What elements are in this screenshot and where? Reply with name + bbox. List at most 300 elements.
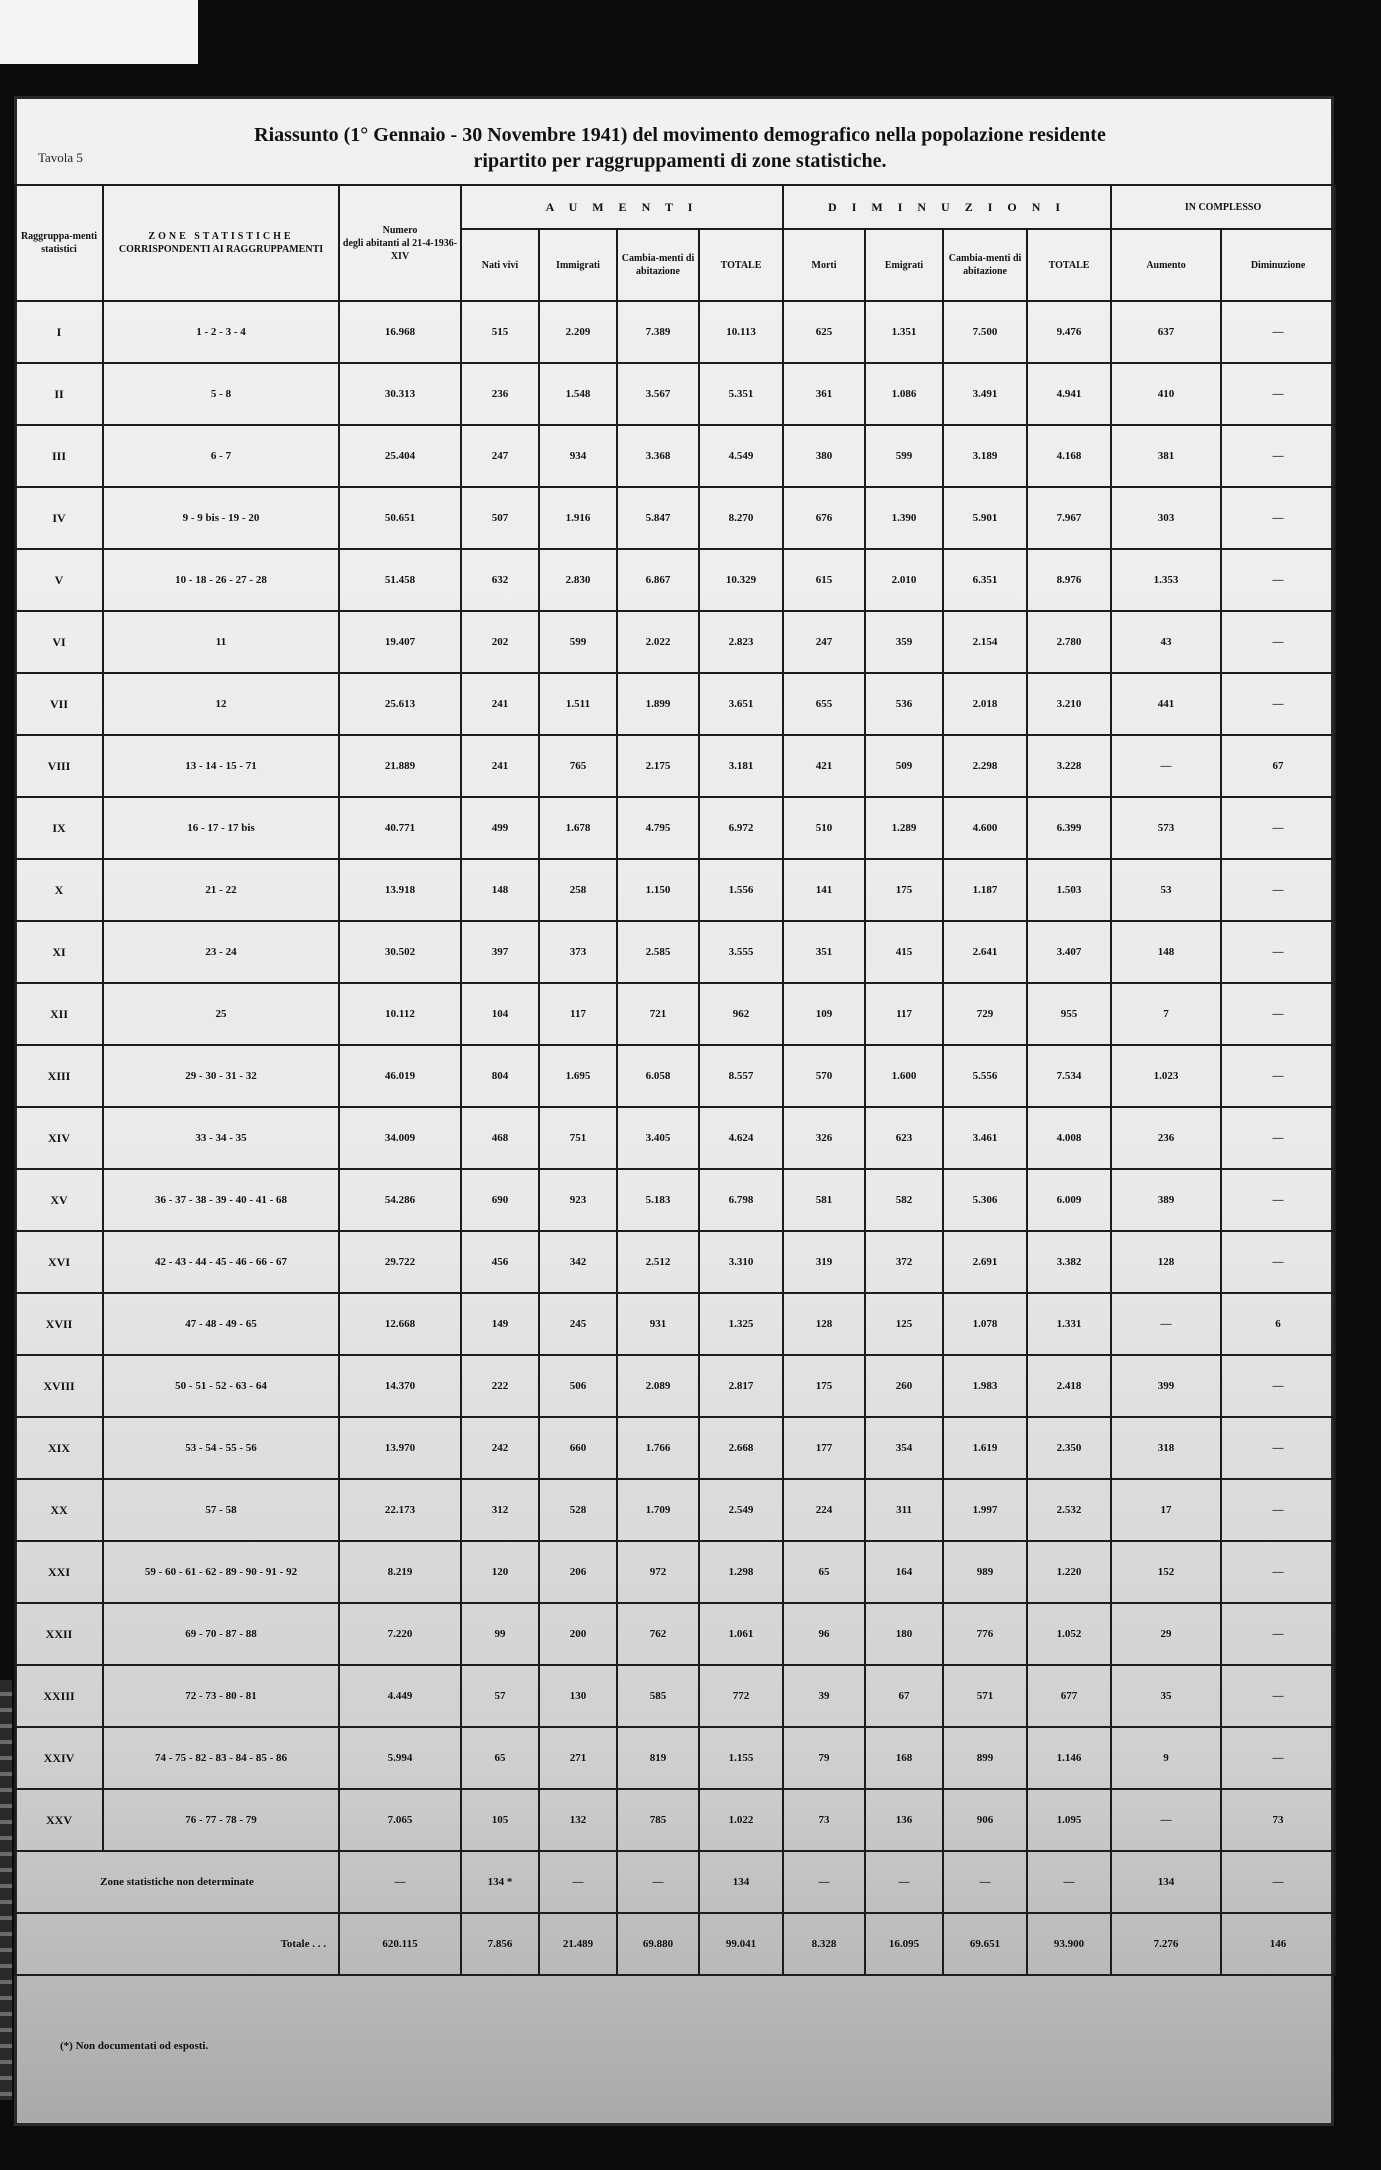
cell-numero-abitanti: 25.404 xyxy=(339,425,461,487)
header-cambiamenti-diminuzioni: Cambia-menti di abitazione xyxy=(943,229,1027,301)
cell-cambiamenti-diminuzioni: 571 xyxy=(943,1665,1027,1727)
cell-totale-aumenti: 1.061 xyxy=(699,1603,783,1665)
cell-morti: 380 xyxy=(783,425,865,487)
cell-zone: 1 - 2 - 3 - 4 xyxy=(103,301,339,363)
cell-totale-aumenti: 8.557 xyxy=(699,1045,783,1107)
cell-zone: 25 xyxy=(103,983,339,1045)
cell-aumento: 637 xyxy=(1111,301,1221,363)
binding-edge xyxy=(0,1680,12,2100)
cell-totale-aumenti: 2.817 xyxy=(699,1355,783,1417)
cell-cambiamenti-diminuzioni: 2.154 xyxy=(943,611,1027,673)
cell-totale-diminuzioni: 955 xyxy=(1027,983,1111,1045)
cell-totale-aumenti: 3.651 xyxy=(699,673,783,735)
cell-cambiamenti-diminuzioni: 2.691 xyxy=(943,1231,1027,1293)
table-row xyxy=(15,859,1335,921)
cell-totale-aumenti: 962 xyxy=(699,983,783,1045)
cell-emigrati: 599 xyxy=(865,425,943,487)
cell-emigrati: 164 xyxy=(865,1541,943,1603)
header-totale-aumenti: TOTALE xyxy=(699,229,783,301)
cell-diminuzione: — xyxy=(1221,1603,1335,1665)
header-complesso: IN COMPLESSO xyxy=(1111,185,1335,229)
cell-totale-diminuzioni: 1.146 xyxy=(1027,1727,1111,1789)
cell-immigrati: 599 xyxy=(539,611,617,673)
cell-aumento: 389 xyxy=(1111,1169,1221,1231)
cell-totale-diminuzioni: 2.780 xyxy=(1027,611,1111,673)
table-row xyxy=(15,1665,1335,1727)
cell-totale-aumenti: 2.668 xyxy=(699,1417,783,1479)
cell-numero-abitanti: 40.771 xyxy=(339,797,461,859)
cell-numero-abitanti: 21.889 xyxy=(339,735,461,797)
cell-raggruppamento: XIII xyxy=(15,1045,103,1107)
cell-diminuzione: — xyxy=(1221,797,1335,859)
cell-cambiamenti-diminuzioni: 6.351 xyxy=(943,549,1027,611)
cell-immigrati: 258 xyxy=(539,859,617,921)
cell-zone: 74 - 75 - 82 - 83 - 84 - 85 - 86 xyxy=(103,1727,339,1789)
cell-totale-aumenti: 2.823 xyxy=(699,611,783,673)
cell-aumento: 381 xyxy=(1111,425,1221,487)
cell-aumento: — xyxy=(1111,735,1221,797)
cell-aumento: 7 xyxy=(1111,983,1221,1045)
special-cambiamenti-diminuzioni: — xyxy=(943,1851,1027,1913)
cell-raggruppamento: XXI xyxy=(15,1541,103,1603)
cell-nati-vivi: 241 xyxy=(461,735,539,797)
cell-zone: 23 - 24 xyxy=(103,921,339,983)
cell-diminuzione: 6 xyxy=(1221,1293,1335,1355)
cell-numero-abitanti: 50.651 xyxy=(339,487,461,549)
cell-immigrati: 1.678 xyxy=(539,797,617,859)
cell-diminuzione: — xyxy=(1221,425,1335,487)
cell-morti: 175 xyxy=(783,1355,865,1417)
cell-cambiamenti-diminuzioni: 3.461 xyxy=(943,1107,1027,1169)
cell-raggruppamento: XIV xyxy=(15,1107,103,1169)
totals-nati-vivi: 7.856 xyxy=(461,1913,539,1975)
special-numero: — xyxy=(339,1851,461,1913)
cell-totale-diminuzioni: 6.009 xyxy=(1027,1169,1111,1231)
table-row xyxy=(15,1107,1335,1169)
cell-aumento: 1.353 xyxy=(1111,549,1221,611)
cell-cambiamenti-diminuzioni: 7.500 xyxy=(943,301,1027,363)
table-row xyxy=(15,425,1335,487)
cell-nati-vivi: 149 xyxy=(461,1293,539,1355)
cell-cambiamenti-diminuzioni: 2.018 xyxy=(943,673,1027,735)
cell-aumento: 53 xyxy=(1111,859,1221,921)
cell-diminuzione: — xyxy=(1221,673,1335,735)
cell-zone: 11 xyxy=(103,611,339,673)
cell-raggruppamento: III xyxy=(15,425,103,487)
cell-morti: 128 xyxy=(783,1293,865,1355)
cell-nati-vivi: 65 xyxy=(461,1727,539,1789)
cell-zone: 10 - 18 - 26 - 27 - 28 xyxy=(103,549,339,611)
header-numero-title: Numero xyxy=(382,224,418,236)
cell-cambiamenti-aumenti: 4.795 xyxy=(617,797,699,859)
cell-cambiamenti-diminuzioni: 5.901 xyxy=(943,487,1027,549)
cell-totale-diminuzioni: 1.331 xyxy=(1027,1293,1111,1355)
cell-emigrati: 536 xyxy=(865,673,943,735)
cell-totale-aumenti: 8.270 xyxy=(699,487,783,549)
cell-totale-diminuzioni: 3.382 xyxy=(1027,1231,1111,1293)
cell-aumento: 17 xyxy=(1111,1479,1221,1541)
special-totale-diminuzioni: — xyxy=(1027,1851,1111,1913)
cell-nati-vivi: 242 xyxy=(461,1417,539,1479)
cell-cambiamenti-aumenti: 931 xyxy=(617,1293,699,1355)
cell-totale-diminuzioni: 677 xyxy=(1027,1665,1111,1727)
cell-raggruppamento: IX xyxy=(15,797,103,859)
table-row xyxy=(15,797,1335,859)
table-row xyxy=(15,1417,1335,1479)
cell-diminuzione: — xyxy=(1221,921,1335,983)
cell-zone: 13 - 14 - 15 - 71 xyxy=(103,735,339,797)
cell-raggruppamento: IV xyxy=(15,487,103,549)
cell-aumento: 148 xyxy=(1111,921,1221,983)
cell-emigrati: 415 xyxy=(865,921,943,983)
cell-numero-abitanti: 30.502 xyxy=(339,921,461,983)
cell-raggruppamento: XI xyxy=(15,921,103,983)
table-row xyxy=(15,983,1335,1045)
header-diminuzioni: D I M I N U Z I O N I xyxy=(783,185,1111,229)
table-row xyxy=(15,1789,1335,1851)
special-totale-aumenti: 134 xyxy=(699,1851,783,1913)
cell-raggruppamento: XVIII xyxy=(15,1355,103,1417)
cell-totale-aumenti: 2.549 xyxy=(699,1479,783,1541)
cell-immigrati: 660 xyxy=(539,1417,617,1479)
totals-totale-diminuzioni: 93.900 xyxy=(1027,1913,1111,1975)
cell-morti: 177 xyxy=(783,1417,865,1479)
totals-row xyxy=(15,1913,1335,1975)
cell-totale-aumenti: 1.155 xyxy=(699,1727,783,1789)
document-title xyxy=(180,122,1180,174)
cell-cambiamenti-aumenti: 6.058 xyxy=(617,1045,699,1107)
cell-immigrati: 765 xyxy=(539,735,617,797)
cell-totale-diminuzioni: 4.941 xyxy=(1027,363,1111,425)
cell-cambiamenti-diminuzioni: 3.189 xyxy=(943,425,1027,487)
cell-emigrati: 1.600 xyxy=(865,1045,943,1107)
table-row xyxy=(15,611,1335,673)
cell-cambiamenti-diminuzioni: 1.983 xyxy=(943,1355,1027,1417)
special-cambiamenti-aumenti: — xyxy=(617,1851,699,1913)
cell-zone: 50 - 51 - 52 - 63 - 64 xyxy=(103,1355,339,1417)
cell-immigrati: 245 xyxy=(539,1293,617,1355)
cell-emigrati: 117 xyxy=(865,983,943,1045)
cell-morti: 96 xyxy=(783,1603,865,1665)
table-body xyxy=(15,301,1335,1851)
cell-cambiamenti-aumenti: 721 xyxy=(617,983,699,1045)
table-row xyxy=(15,1045,1335,1107)
cell-totale-diminuzioni: 3.228 xyxy=(1027,735,1111,797)
cell-diminuzione: — xyxy=(1221,611,1335,673)
cell-cambiamenti-diminuzioni: 776 xyxy=(943,1603,1027,1665)
cell-totale-aumenti: 1.556 xyxy=(699,859,783,921)
cell-zone: 33 - 34 - 35 xyxy=(103,1107,339,1169)
cell-cambiamenti-aumenti: 6.867 xyxy=(617,549,699,611)
cell-emigrati: 311 xyxy=(865,1479,943,1541)
cell-nati-vivi: 57 xyxy=(461,1665,539,1727)
totals-label: Totale . . . xyxy=(15,1913,339,1975)
cell-nati-vivi: 690 xyxy=(461,1169,539,1231)
cell-immigrati: 2.830 xyxy=(539,549,617,611)
special-immigrati: — xyxy=(539,1851,617,1913)
cell-cambiamenti-diminuzioni: 2.641 xyxy=(943,921,1027,983)
cell-zone: 9 - 9 bis - 19 - 20 xyxy=(103,487,339,549)
special-nati-vivi: 134 * xyxy=(461,1851,539,1913)
cell-cambiamenti-diminuzioni: 899 xyxy=(943,1727,1027,1789)
cell-zone: 47 - 48 - 49 - 65 xyxy=(103,1293,339,1355)
cell-raggruppamento: VII xyxy=(15,673,103,735)
totals-aumento: 7.276 xyxy=(1111,1913,1221,1975)
header-raggruppamenti: Raggruppa-menti statistici xyxy=(15,185,103,301)
cell-raggruppamento: VI xyxy=(15,611,103,673)
cell-raggruppamento: I xyxy=(15,301,103,363)
cell-aumento: 35 xyxy=(1111,1665,1221,1727)
cell-totale-diminuzioni: 4.168 xyxy=(1027,425,1111,487)
totals-numero: 620.115 xyxy=(339,1913,461,1975)
cell-totale-diminuzioni: 6.399 xyxy=(1027,797,1111,859)
cell-cambiamenti-aumenti: 3.567 xyxy=(617,363,699,425)
cell-morti: 319 xyxy=(783,1231,865,1293)
header-zone-sub: CORRISPONDENTI AI RAGGRUPPAMENTI xyxy=(118,244,324,255)
cell-totale-aumenti: 5.351 xyxy=(699,363,783,425)
cell-numero-abitanti: 54.286 xyxy=(339,1169,461,1231)
table-row xyxy=(15,301,1335,363)
header-zone-title: ZONE STATISTICHE xyxy=(148,231,294,242)
table-row xyxy=(15,1231,1335,1293)
cell-totale-diminuzioni: 8.976 xyxy=(1027,549,1111,611)
header-cambiamenti-aumenti: Cambia-menti di abitazione xyxy=(617,229,699,301)
cell-immigrati: 200 xyxy=(539,1603,617,1665)
cell-immigrati: 271 xyxy=(539,1727,617,1789)
cell-diminuzione: 73 xyxy=(1221,1789,1335,1851)
cell-totale-aumenti: 10.113 xyxy=(699,301,783,363)
cell-nati-vivi: 397 xyxy=(461,921,539,983)
cell-cambiamenti-diminuzioni: 906 xyxy=(943,1789,1027,1851)
cell-numero-abitanti: 7.065 xyxy=(339,1789,461,1851)
cell-nati-vivi: 632 xyxy=(461,549,539,611)
special-aumento: 134 xyxy=(1111,1851,1221,1913)
cell-numero-abitanti: 34.009 xyxy=(339,1107,461,1169)
cell-zone: 12 xyxy=(103,673,339,735)
cell-immigrati: 506 xyxy=(539,1355,617,1417)
cell-nati-vivi: 312 xyxy=(461,1479,539,1541)
cell-nati-vivi: 515 xyxy=(461,301,539,363)
cell-diminuzione: — xyxy=(1221,1107,1335,1169)
cell-emigrati: 509 xyxy=(865,735,943,797)
cell-cambiamenti-diminuzioni: 3.491 xyxy=(943,363,1027,425)
cell-immigrati: 130 xyxy=(539,1665,617,1727)
cell-zone: 57 - 58 xyxy=(103,1479,339,1541)
cell-cambiamenti-diminuzioni: 5.556 xyxy=(943,1045,1027,1107)
cell-zone: 76 - 77 - 78 - 79 xyxy=(103,1789,339,1851)
cell-cambiamenti-aumenti: 2.175 xyxy=(617,735,699,797)
cell-emigrati: 260 xyxy=(865,1355,943,1417)
cell-cambiamenti-diminuzioni: 4.600 xyxy=(943,797,1027,859)
cell-totale-aumenti: 4.549 xyxy=(699,425,783,487)
cell-nati-vivi: 456 xyxy=(461,1231,539,1293)
cell-diminuzione: — xyxy=(1221,301,1335,363)
cell-morti: 224 xyxy=(783,1479,865,1541)
cell-cambiamenti-aumenti: 1.899 xyxy=(617,673,699,735)
special-emigrati: — xyxy=(865,1851,943,1913)
cell-cambiamenti-aumenti: 5.847 xyxy=(617,487,699,549)
cell-totale-diminuzioni: 7.967 xyxy=(1027,487,1111,549)
cell-numero-abitanti: 25.613 xyxy=(339,673,461,735)
cell-numero-abitanti: 51.458 xyxy=(339,549,461,611)
cell-numero-abitanti: 5.994 xyxy=(339,1727,461,1789)
cell-totale-diminuzioni: 3.210 xyxy=(1027,673,1111,735)
cell-diminuzione: — xyxy=(1221,1541,1335,1603)
cell-cambiamenti-diminuzioni: 1.187 xyxy=(943,859,1027,921)
header-aumento: Aumento xyxy=(1111,229,1221,301)
cell-cambiamenti-aumenti: 785 xyxy=(617,1789,699,1851)
header-diminuzione: Diminuzione xyxy=(1221,229,1335,301)
cell-numero-abitanti: 4.449 xyxy=(339,1665,461,1727)
cell-aumento: 573 xyxy=(1111,797,1221,859)
cell-morti: 581 xyxy=(783,1169,865,1231)
cell-totale-diminuzioni: 1.052 xyxy=(1027,1603,1111,1665)
table-row xyxy=(15,1169,1335,1231)
cell-cambiamenti-aumenti: 7.389 xyxy=(617,301,699,363)
cell-zone: 72 - 73 - 80 - 81 xyxy=(103,1665,339,1727)
cell-emigrati: 180 xyxy=(865,1603,943,1665)
cell-cambiamenti-aumenti: 2.512 xyxy=(617,1231,699,1293)
cell-nati-vivi: 236 xyxy=(461,363,539,425)
cell-aumento: 236 xyxy=(1111,1107,1221,1169)
cell-zone: 36 - 37 - 38 - 39 - 40 - 41 - 68 xyxy=(103,1169,339,1231)
cell-zone: 16 - 17 - 17 bis xyxy=(103,797,339,859)
table-row xyxy=(15,921,1335,983)
cell-totale-aumenti: 4.624 xyxy=(699,1107,783,1169)
cell-raggruppamento: XII xyxy=(15,983,103,1045)
cell-cambiamenti-aumenti: 3.405 xyxy=(617,1107,699,1169)
header-immigrati: Immigrati xyxy=(539,229,617,301)
corner-label-patch xyxy=(0,0,198,64)
cell-nati-vivi: 241 xyxy=(461,673,539,735)
cell-diminuzione: — xyxy=(1221,1045,1335,1107)
cell-zone: 59 - 60 - 61 - 62 - 89 - 90 - 91 - 92 xyxy=(103,1541,339,1603)
cell-immigrati: 751 xyxy=(539,1107,617,1169)
cell-nati-vivi: 202 xyxy=(461,611,539,673)
cell-zone: 29 - 30 - 31 - 32 xyxy=(103,1045,339,1107)
cell-immigrati: 132 xyxy=(539,1789,617,1851)
cell-emigrati: 67 xyxy=(865,1665,943,1727)
cell-immigrati: 1.511 xyxy=(539,673,617,735)
cell-nati-vivi: 148 xyxy=(461,859,539,921)
cell-diminuzione: 67 xyxy=(1221,735,1335,797)
cell-diminuzione: — xyxy=(1221,363,1335,425)
cell-raggruppamento: XXV xyxy=(15,1789,103,1851)
table-row xyxy=(15,1603,1335,1665)
cell-cambiamenti-aumenti: 5.183 xyxy=(617,1169,699,1231)
cell-raggruppamento: XIX xyxy=(15,1417,103,1479)
cell-totale-aumenti: 772 xyxy=(699,1665,783,1727)
cell-numero-abitanti: 29.722 xyxy=(339,1231,461,1293)
cell-emigrati: 1.289 xyxy=(865,797,943,859)
cell-aumento: 318 xyxy=(1111,1417,1221,1479)
cell-cambiamenti-diminuzioni: 1.997 xyxy=(943,1479,1027,1541)
cell-aumento: 43 xyxy=(1111,611,1221,673)
cell-cambiamenti-aumenti: 1.766 xyxy=(617,1417,699,1479)
cell-immigrati: 1.548 xyxy=(539,363,617,425)
totals-cambiamenti-aumenti: 69.880 xyxy=(617,1913,699,1975)
data-table xyxy=(14,184,1336,1976)
cell-totale-diminuzioni: 7.534 xyxy=(1027,1045,1111,1107)
cell-morti: 615 xyxy=(783,549,865,611)
cell-immigrati: 342 xyxy=(539,1231,617,1293)
cell-emigrati: 136 xyxy=(865,1789,943,1851)
cell-totale-diminuzioni: 9.476 xyxy=(1027,301,1111,363)
cell-emigrati: 1.086 xyxy=(865,363,943,425)
cell-totale-aumenti: 3.181 xyxy=(699,735,783,797)
cell-emigrati: 168 xyxy=(865,1727,943,1789)
cell-aumento: 128 xyxy=(1111,1231,1221,1293)
cell-diminuzione: — xyxy=(1221,1231,1335,1293)
special-diminuzione: — xyxy=(1221,1851,1335,1913)
cell-cambiamenti-diminuzioni: 2.298 xyxy=(943,735,1027,797)
cell-zone: 21 - 22 xyxy=(103,859,339,921)
cell-morti: 655 xyxy=(783,673,865,735)
header-numero-sub: degli abitanti al 21-4-1936-XIV xyxy=(342,237,458,262)
cell-nati-vivi: 468 xyxy=(461,1107,539,1169)
cell-totale-aumenti: 1.022 xyxy=(699,1789,783,1851)
header-morti: Morti xyxy=(783,229,865,301)
cell-immigrati: 1.916 xyxy=(539,487,617,549)
cell-numero-abitanti: 12.668 xyxy=(339,1293,461,1355)
cell-raggruppamento: XXIV xyxy=(15,1727,103,1789)
cell-aumento: 152 xyxy=(1111,1541,1221,1603)
cell-cambiamenti-aumenti: 2.585 xyxy=(617,921,699,983)
cell-zone: 53 - 54 - 55 - 56 xyxy=(103,1417,339,1479)
cell-numero-abitanti: 22.173 xyxy=(339,1479,461,1541)
cell-nati-vivi: 222 xyxy=(461,1355,539,1417)
header-emigrati: Emigrati xyxy=(865,229,943,301)
cell-cambiamenti-diminuzioni: 989 xyxy=(943,1541,1027,1603)
cell-totale-diminuzioni: 1.503 xyxy=(1027,859,1111,921)
cell-cambiamenti-aumenti: 819 xyxy=(617,1727,699,1789)
cell-aumento: 441 xyxy=(1111,673,1221,735)
cell-raggruppamento: XVII xyxy=(15,1293,103,1355)
cell-numero-abitanti: 30.313 xyxy=(339,363,461,425)
cell-morti: 510 xyxy=(783,797,865,859)
cell-aumento: 29 xyxy=(1111,1603,1221,1665)
cell-raggruppamento: XX xyxy=(15,1479,103,1541)
cell-immigrati: 934 xyxy=(539,425,617,487)
cell-morti: 570 xyxy=(783,1045,865,1107)
cell-immigrati: 117 xyxy=(539,983,617,1045)
cell-totale-aumenti: 6.798 xyxy=(699,1169,783,1231)
header-zone xyxy=(103,185,339,301)
cell-morti: 421 xyxy=(783,735,865,797)
cell-cambiamenti-diminuzioni: 729 xyxy=(943,983,1027,1045)
cell-cambiamenti-aumenti: 585 xyxy=(617,1665,699,1727)
cell-cambiamenti-diminuzioni: 5.306 xyxy=(943,1169,1027,1231)
cell-diminuzione: — xyxy=(1221,1417,1335,1479)
cell-nati-vivi: 499 xyxy=(461,797,539,859)
cell-raggruppamento: VIII xyxy=(15,735,103,797)
cell-cambiamenti-aumenti: 762 xyxy=(617,1603,699,1665)
totals-morti: 8.328 xyxy=(783,1913,865,1975)
table-row xyxy=(15,549,1335,611)
cell-morti: 326 xyxy=(783,1107,865,1169)
table-row xyxy=(15,487,1335,549)
cell-nati-vivi: 120 xyxy=(461,1541,539,1603)
cell-morti: 351 xyxy=(783,921,865,983)
cell-diminuzione: — xyxy=(1221,983,1335,1045)
cell-aumento: 399 xyxy=(1111,1355,1221,1417)
table-row xyxy=(15,1479,1335,1541)
cell-raggruppamento: XVI xyxy=(15,1231,103,1293)
cell-morti: 247 xyxy=(783,611,865,673)
cell-raggruppamento: II xyxy=(15,363,103,425)
table-row xyxy=(15,1293,1335,1355)
cell-aumento: 9 xyxy=(1111,1727,1221,1789)
